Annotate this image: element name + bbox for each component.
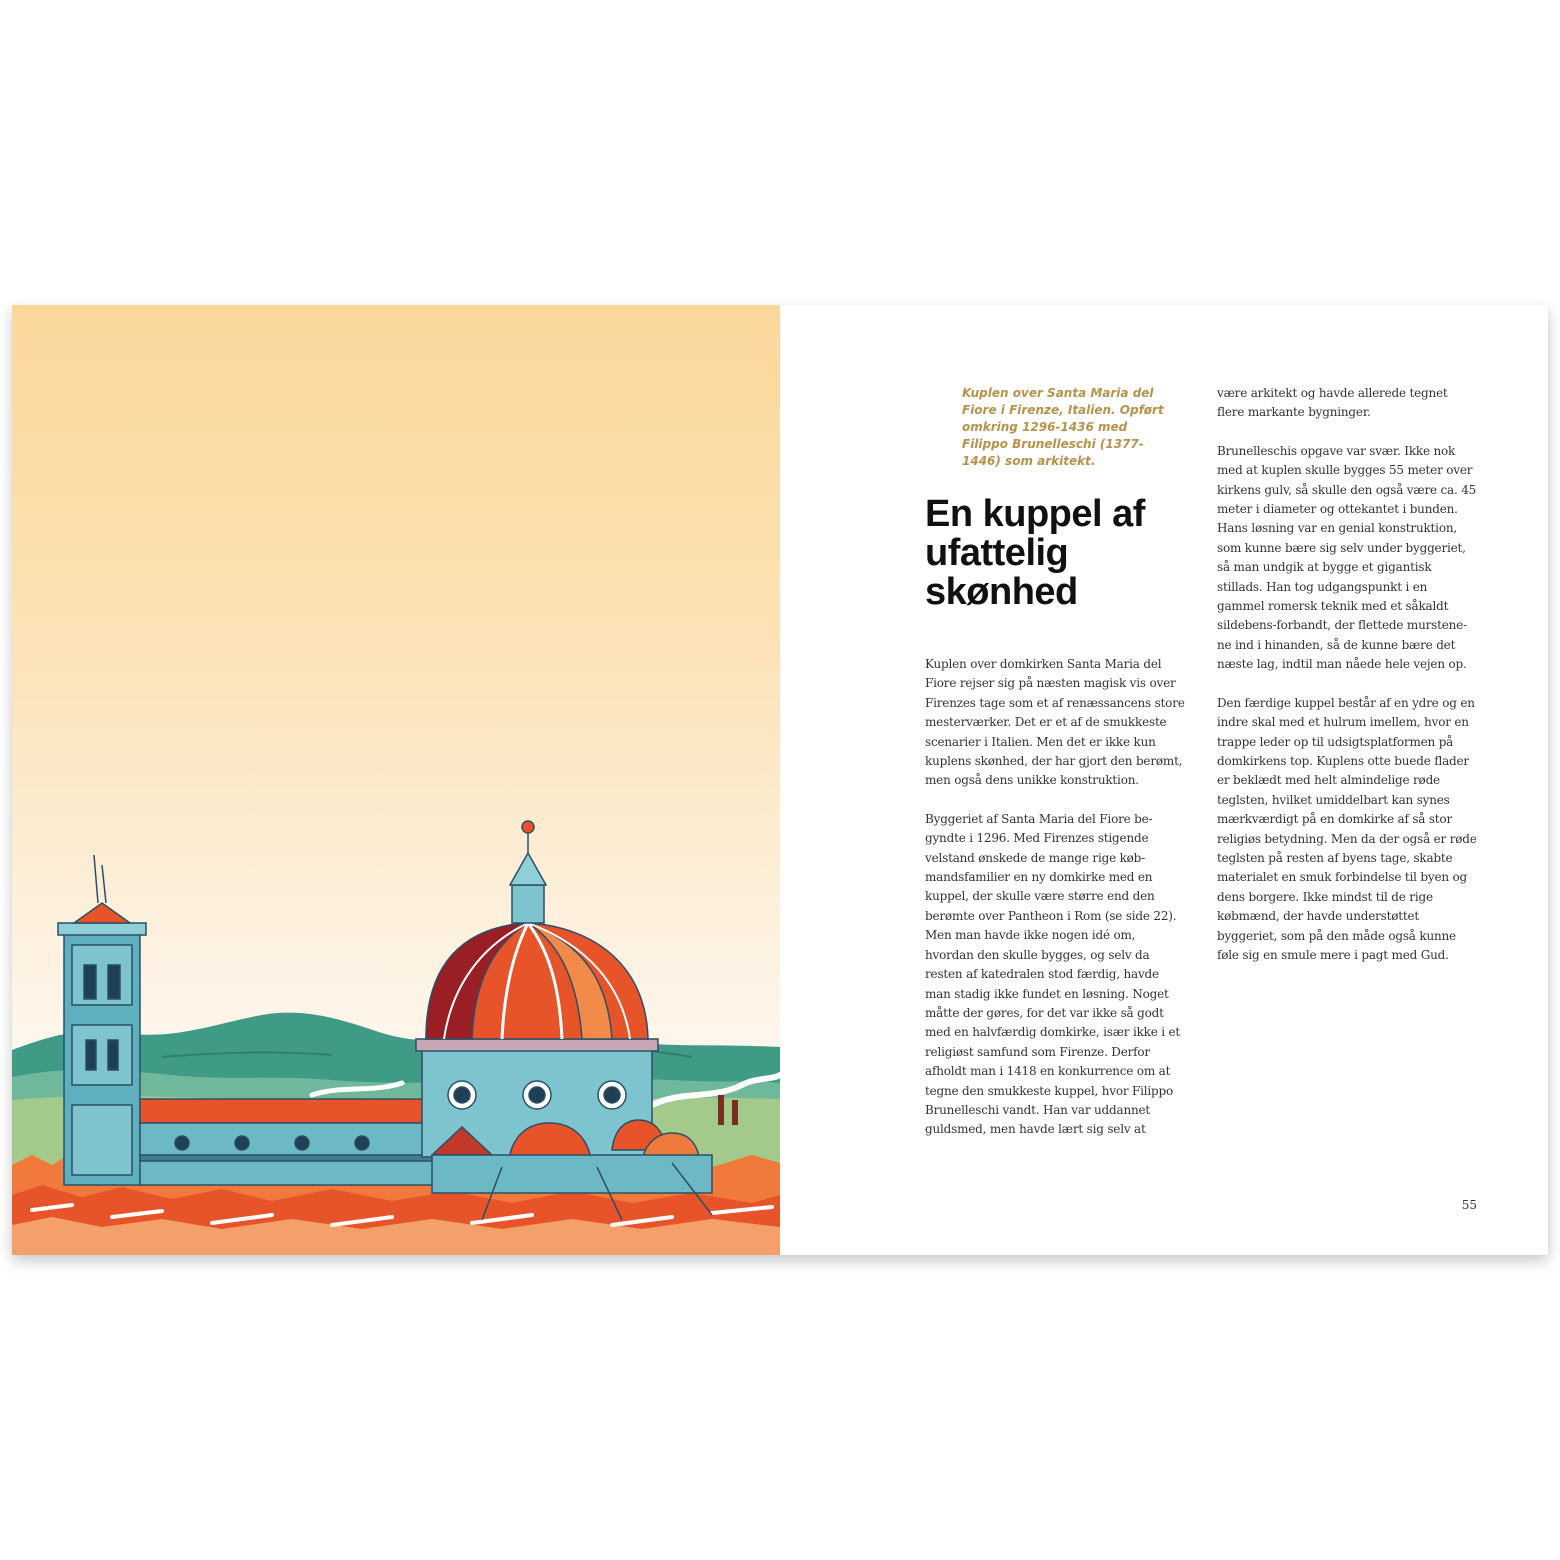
text-page bbox=[780, 305, 1548, 1255]
paragraph: Den færdige kuppel består af en ydre og en indre skal med et hulrum imellem, hvor en trappe leder op til udsigtsplatformen på domkirkens top. Kuplens otte buede flader er beklædt med helt almindelige røde teglsten, hvilket umiddelbart kan synes mærkværdigt på en domkirke af så stor religiøs betydning. Men da der også er røde teglsten på resten af byens tage, skabte materialet en smuk forbindelse til byen og dens borgere. Ikke mindst til de rige købmænd, der havde understøttet byggeriet, som på den måde også kunne føle sig en smule mere i pagt med Gud. bbox=[1217, 695, 1477, 962]
text-column-right bbox=[1217, 384, 1477, 984]
illustration-page bbox=[12, 305, 780, 1255]
text-column-left bbox=[925, 655, 1185, 1159]
paragraph: Byggeriet af Santa Maria del Fiore begyndte i 1296. Med Firenzes stigende velstand ønskede de mange rige købmandsfamilier en ny domkirke med en kuppel, der skulle være større end den berømte over Pantheon i Rom (se side 22). Men man havde ikke nogen idé om, hvordan den skulle bygges, og selv da resten af katedralen stod færdig, havde man stadig ikke fundet en løsning. Noget måtte der gøres, for det var ikke så godt med en halvfærdig domkirke, især ikke i et religiøst samfund som Firenze. Derfor afholdt man i 1418 en konkurrence om at tegne den smukkeste kuppel, hvor Filippo Brunelleschi vandt. Han var uddannet guldsmed, men havde lært sig selv at bbox=[925, 811, 1181, 1137]
dome bbox=[416, 821, 658, 1157]
book-spread bbox=[12, 305, 1548, 1255]
bell-tower bbox=[58, 855, 146, 1185]
image-caption: Kuplen over Santa Maria del Fiore i Firenze, Italien. Opført omkring 1296-1436 med Filippo Brunelleschi (1377-1446) som arkitekt. bbox=[962, 386, 1164, 468]
paragraph: Kuplen over domkirken Santa Maria del Fiore rejser sig på næsten magisk vis over Firenzes tage som et af renæssancens store mesterværker. Det er et af de smukkeste scenarier i Italien. Men det er ikke kun kuplens skønhed, der har gjort den berømt, men også dens unikke konstruktion. bbox=[925, 657, 1185, 788]
paragraph: være arkitekt og havde allerede tegnet flere markante bygninger. bbox=[1217, 386, 1448, 420]
paragraph: Brunelleschis opgave var svær. Ikke nok med at kuplen skulle bygges 55 meter over kirkens gulv, så skulle den også være ca. 45 meter i diameter og ottekantet i bunden. Hans løsning var en genial konstruktion, som kunne bære sig selv under byggeriet, så man undgik at bygge et gigantisk stillads. Han tog udgangspunkt i en gammel romersk teknik med et såkaldt sildebens-forbandt, der flettede murstenene ind i hinanden, så de kunne bære det næste lag, indtil man nåede hele vejen op. bbox=[1217, 443, 1477, 672]
page-title: En kuppel af ufattelig skønhed bbox=[925, 493, 1145, 613]
cathedral-nave bbox=[140, 1099, 440, 1185]
florence-cathedral-illustration bbox=[12, 305, 780, 1255]
page-number: 55 bbox=[1461, 1198, 1477, 1212]
